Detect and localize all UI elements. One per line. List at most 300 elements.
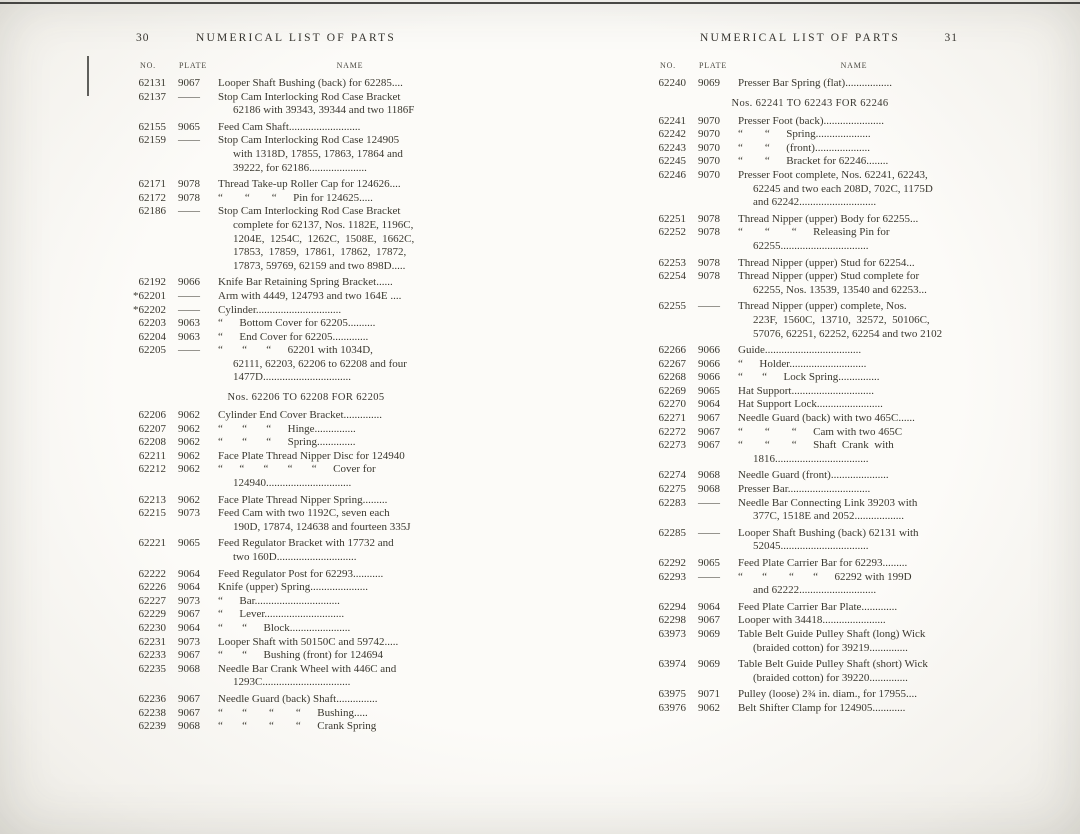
- scan-artifact-top-edge: [0, 2, 1080, 4]
- part-name: [738, 658, 972, 685]
- part-name: [738, 426, 972, 440]
- parts-row: [628, 257, 972, 271]
- plate-number: 9065: [698, 384, 720, 397]
- plate-number: 9069: [698, 627, 720, 640]
- plate-number: 9066: [178, 276, 200, 289]
- part-name: [218, 423, 484, 437]
- part-name: [738, 344, 972, 358]
- part-name-line: “ Bar...............................: [218, 594, 340, 607]
- parts-row: [628, 497, 972, 524]
- part-name: [218, 121, 484, 135]
- parts-row: [108, 77, 484, 91]
- parts-row: [628, 702, 972, 716]
- part-name-line: Feed Regulator Bracket with 17732 and: [218, 537, 394, 550]
- part-name-line: “ Bottom Cover for 62205..........: [218, 317, 376, 330]
- parts-row: [108, 290, 484, 304]
- plate-number: ——: [178, 134, 200, 147]
- plate-number: 9062: [178, 493, 200, 506]
- parts-row: [628, 142, 972, 156]
- part-name-line: 190D, 17874, 124638 and fourteen 335J: [233, 520, 411, 533]
- parts-list: [108, 77, 484, 734]
- plate-number: 9067: [178, 608, 200, 621]
- part-name-line: “ “ Block......................: [218, 621, 351, 634]
- part-name-line: Feed Plate Carrier Bar Plate.............: [738, 600, 898, 613]
- part-number: 62230: [138, 621, 166, 634]
- part-name: [738, 115, 972, 129]
- part-number: 62255: [658, 300, 686, 313]
- part-name: [218, 622, 484, 636]
- parts-row: [628, 344, 972, 358]
- part-name: [218, 317, 484, 331]
- parts-row: [108, 707, 484, 721]
- parts-row: [108, 450, 484, 464]
- parts-row: [108, 436, 484, 450]
- part-number: 62171: [138, 178, 166, 191]
- part-name-line: Thread Nipper (upper) Body for 62255...: [738, 212, 919, 225]
- parts-row: [628, 614, 972, 628]
- plate-number: 9069: [698, 658, 720, 671]
- part-name-line: Presser Bar Spring (flat).................: [738, 77, 892, 89]
- plate-number: ——: [698, 526, 720, 539]
- part-number: 62270: [658, 398, 686, 411]
- column-headers: [628, 61, 972, 73]
- parts-row: [628, 371, 972, 385]
- part-name-line: Looper Shaft Bushing (back) for 62285....: [218, 77, 403, 89]
- part-name: [218, 436, 484, 450]
- part-name: [738, 155, 972, 169]
- part-name: [738, 142, 972, 156]
- column-headers: [108, 61, 484, 73]
- part-name-line: “ “ (front)....................: [738, 141, 870, 154]
- part-name-line: Stop Cam Interlocking Rod Case Bracket: [218, 90, 401, 103]
- part-name-line: Hat Support Lock........................: [738, 398, 883, 411]
- part-number: 62192: [138, 276, 166, 289]
- plate-number: 9070: [698, 168, 720, 181]
- part-name-line: complete for 62137, Nos. 1182E, 1196C,: [233, 218, 414, 231]
- part-name-line: Belt Shifter Clamp for 124905............: [738, 701, 906, 714]
- part-name-line: 1816..................................: [753, 452, 869, 465]
- page-title: NUMERICAL LIST OF PARTS: [196, 32, 396, 44]
- part-name-line: Pulley (loose) 2¾ in. diam., for 17955....: [738, 688, 918, 701]
- part-name-line: 17853, 17859, 17861, 17862, 17872,: [233, 246, 407, 259]
- section-heading: Nos. 62206 TO 62208 FOR 62205: [227, 392, 385, 404]
- part-name: [738, 483, 972, 497]
- parts-row: [108, 344, 484, 385]
- part-name-line: Thread Nipper (upper) Stud complete for: [738, 270, 920, 283]
- part-number: 62240: [658, 77, 686, 89]
- part-name: [218, 134, 484, 175]
- parts-row: [628, 358, 972, 372]
- part-number: 62207: [138, 422, 166, 435]
- parts-row: [628, 213, 972, 227]
- part-name-line: Presser Foot (back)......................: [738, 114, 885, 127]
- plate-number: 9066: [698, 357, 720, 370]
- part-name-line: Needle Guard (back) Shaft...............: [218, 692, 378, 705]
- parts-row: [108, 121, 484, 135]
- parts-row: [628, 226, 972, 253]
- plate-number: 9067: [698, 425, 720, 438]
- page-header: [108, 30, 484, 50]
- plate-number: ——: [178, 205, 200, 218]
- plate-number: 9070: [698, 114, 720, 127]
- part-number: 62245: [658, 155, 686, 168]
- part-name: [738, 371, 972, 385]
- part-name-line: with 1318D, 17855, 17863, 17864 and: [233, 147, 403, 160]
- part-name-line: “ “ Lock Spring...............: [738, 371, 880, 384]
- plate-number: 9067: [698, 412, 720, 425]
- part-name-line: “ “ “ “ 62292 with 199D: [738, 570, 912, 583]
- part-name: [738, 213, 972, 227]
- part-number: 62242: [658, 128, 686, 141]
- part-number: 62213: [138, 493, 166, 506]
- plate-number: ——: [178, 289, 200, 302]
- part-name: [218, 192, 484, 206]
- part-name: [218, 178, 484, 192]
- parts-row: [628, 398, 972, 412]
- parts-row: [628, 426, 972, 440]
- part-name: [218, 581, 484, 595]
- plate-number: 9067: [698, 614, 720, 627]
- parts-row: [628, 469, 972, 483]
- parts-row: [628, 527, 972, 554]
- part-name-line: Needle Guard (front).....................: [738, 469, 889, 482]
- part-name-line: Presser Bar..............................: [738, 483, 871, 496]
- part-number: 62294: [658, 600, 686, 613]
- page-right: [628, 30, 972, 716]
- plate-number: 9067: [698, 439, 720, 452]
- parts-row: [108, 537, 484, 564]
- part-number: 62235: [138, 662, 166, 675]
- plate-number: 9070: [698, 128, 720, 141]
- part-name: [218, 693, 484, 707]
- parts-row: [628, 658, 972, 685]
- plate-number: ——: [698, 496, 720, 509]
- part-name-line: (braided cotton) for 39219..............: [753, 641, 908, 654]
- part-name-line: 124940...............................: [233, 477, 352, 490]
- parts-row: [628, 412, 972, 426]
- part-number: 62269: [658, 384, 686, 397]
- plate-number: 9062: [698, 701, 720, 714]
- part-name: [218, 304, 484, 318]
- plate-number: 9069: [698, 77, 720, 89]
- part-name: [738, 439, 972, 466]
- part-name-line: Thread Take-up Roller Cap for 124626....: [218, 178, 401, 191]
- part-name-line: Cylinder...............................: [218, 303, 342, 316]
- part-number: 62233: [138, 649, 166, 662]
- parts-row: [108, 304, 484, 318]
- column-header-plate: PLATE: [179, 61, 207, 70]
- part-name-line: Needle Bar Connecting Link 39203 with: [738, 496, 918, 509]
- part-number: 62206: [138, 409, 166, 422]
- part-name-line: Feed Plate Carrier Bar for 62293.........: [738, 557, 908, 569]
- part-number: 62227: [138, 594, 166, 607]
- part-number: 62205: [138, 344, 166, 357]
- part-number: 62231: [138, 635, 166, 648]
- plate-number: 9068: [698, 483, 720, 496]
- part-number: 62251: [658, 212, 686, 225]
- plate-number: 9078: [698, 256, 720, 269]
- parts-row: [108, 134, 484, 175]
- part-name: [738, 398, 972, 412]
- part-name-line: Stop Cam Interlocking Rod Case 124905: [218, 134, 400, 147]
- part-number: 62273: [658, 439, 686, 452]
- plate-number: 9068: [178, 662, 200, 675]
- part-number: 62268: [658, 371, 686, 384]
- part-name-line: Guide...................................: [738, 344, 862, 357]
- part-number: 62272: [658, 425, 686, 438]
- part-name-line: Presser Foot complete, Nos. 62241, 62243,: [738, 168, 928, 181]
- parts-row: [108, 409, 484, 423]
- parts-row: [628, 628, 972, 655]
- part-name: [218, 276, 484, 290]
- part-name-line: Face Plate Thread Nipper Disc for 124940: [218, 449, 405, 462]
- plate-number: 9064: [178, 581, 200, 594]
- part-number: 62283: [658, 496, 686, 509]
- parts-row: [628, 115, 972, 129]
- plate-number: 9073: [178, 507, 200, 520]
- part-number: 62239: [138, 720, 166, 733]
- part-name-line: 223F, 1560C, 13710, 32572, 50106C,: [753, 313, 930, 326]
- part-name-line: 17873, 59769, 62159 and two 898D.....: [233, 259, 406, 272]
- part-number: 62208: [138, 436, 166, 449]
- part-name: [218, 568, 484, 582]
- parts-row: [108, 568, 484, 582]
- part-name: [218, 205, 484, 273]
- plate-number: 9064: [698, 398, 720, 411]
- part-name: [738, 688, 972, 702]
- column-header-plate: PLATE: [699, 61, 727, 70]
- part-name: [218, 91, 484, 118]
- part-name: [218, 494, 484, 508]
- part-name: [738, 497, 972, 524]
- scan-artifact-left-edge: [87, 56, 89, 96]
- part-name: [738, 77, 972, 91]
- column-header-name: NAME: [336, 61, 364, 70]
- parts-row: [628, 77, 972, 91]
- part-name-line: “ “ “ Hinge...............: [218, 422, 356, 435]
- part-name-line: 62255................................: [753, 239, 869, 252]
- part-name-line: “ “ “ Releasing Pin for: [738, 226, 890, 239]
- parts-row: [108, 636, 484, 650]
- part-name-line: “ End Cover for 62205.............: [218, 330, 369, 343]
- parts-row: [108, 276, 484, 290]
- part-name-line: “ Holder............................: [738, 357, 867, 370]
- parts-row: [628, 688, 972, 702]
- part-name: [738, 557, 972, 571]
- part-name-line: Table Belt Guide Pulley Shaft (long) Wick: [738, 627, 926, 640]
- plate-number: ——: [178, 303, 200, 316]
- part-number: 62293: [658, 570, 686, 583]
- part-name: [218, 608, 484, 622]
- part-number: 62252: [658, 226, 686, 239]
- parts-row: [108, 192, 484, 206]
- part-number: 62215: [138, 507, 166, 520]
- part-name: [218, 720, 484, 734]
- parts-row: [628, 571, 972, 598]
- plate-number: 9062: [178, 409, 200, 422]
- plate-number: 9064: [178, 621, 200, 634]
- part-name-line: Looper Shaft with 50150C and 59742.....: [218, 635, 399, 648]
- plate-number: 9073: [178, 594, 200, 607]
- parts-row: [628, 439, 972, 466]
- part-number: 62254: [658, 270, 686, 283]
- part-name-line: 1477D................................: [233, 371, 351, 384]
- part-name-line: “ “ “ “ Bushing.....: [218, 706, 368, 719]
- plate-number: 9067: [178, 77, 200, 89]
- part-number: 62236: [138, 692, 166, 705]
- plate-number: 9066: [698, 344, 720, 357]
- page-number: 30: [136, 32, 150, 44]
- page-number: 31: [944, 32, 958, 44]
- part-name: [738, 226, 972, 253]
- part-name-line: 57076, 62251, 62252, 62254 and two 2102: [753, 327, 943, 340]
- parts-row: [108, 608, 484, 622]
- parts-row: [628, 128, 972, 142]
- part-number: 62298: [658, 614, 686, 627]
- part-name: [218, 507, 484, 534]
- part-name-line: Looper with 34418.......................: [738, 614, 886, 627]
- part-name: [738, 385, 972, 399]
- plate-number: 9078: [698, 270, 720, 283]
- part-name: [218, 331, 484, 345]
- part-name-line: Knife Bar Retaining Spring Bracket......: [218, 276, 393, 289]
- part-number: 62221: [138, 537, 166, 550]
- page-header: [628, 30, 972, 50]
- plate-number: 9078: [178, 191, 200, 204]
- plate-number: 9065: [698, 557, 720, 569]
- part-number: 62226: [138, 581, 166, 594]
- parts-row: [628, 155, 972, 169]
- part-number: 62267: [658, 357, 686, 370]
- plate-number: 9063: [178, 317, 200, 330]
- part-number: 62222: [138, 567, 166, 580]
- part-name-line: “ “ Bushing (front) for 124694: [218, 649, 383, 662]
- parts-row: [628, 483, 972, 497]
- section-heading: Nos. 62241 TO 62243 FOR 62246: [731, 97, 889, 109]
- page-title: NUMERICAL LIST OF PARTS: [700, 32, 900, 44]
- plate-number: 9062: [178, 449, 200, 462]
- part-name-line: 52045................................: [753, 540, 869, 553]
- part-name-line: 377C, 1518E and 2052..................: [753, 510, 904, 523]
- plate-number: 9062: [178, 422, 200, 435]
- plate-number: 9068: [178, 720, 200, 733]
- parts-row: [108, 317, 484, 331]
- part-name: [218, 409, 484, 423]
- part-name-line: Cylinder End Cover Bracket..............: [218, 409, 383, 422]
- part-number: 62253: [658, 256, 686, 269]
- parts-list: [628, 77, 972, 716]
- column-header-no: NO.: [140, 61, 156, 70]
- part-name-line: Hat Support..............................: [738, 384, 874, 397]
- page-left: [108, 30, 484, 734]
- part-number: 62271: [658, 412, 686, 425]
- plate-number: 9078: [698, 226, 720, 239]
- part-name: [738, 270, 972, 297]
- part-number: 62243: [658, 141, 686, 154]
- plate-number: ——: [178, 344, 200, 357]
- part-name-line: 62186 with 39343, 39344 and two 1186F: [233, 104, 415, 117]
- part-name-line: and 62222............................: [753, 584, 877, 597]
- part-number: 62186: [138, 205, 166, 218]
- part-name-line: “ “ “ Cam with two 465C: [738, 425, 903, 438]
- part-number: 62246: [658, 168, 686, 181]
- part-number: 62212: [138, 463, 166, 476]
- part-name-line: 1204E, 1254C, 1262C, 1508E, 1662C,: [233, 232, 415, 245]
- part-name: [738, 128, 972, 142]
- part-name-line: Feed Regulator Post for 62293...........: [218, 567, 384, 580]
- plate-number: 9066: [698, 371, 720, 384]
- part-name: [738, 527, 972, 554]
- part-name: [218, 77, 484, 91]
- part-name: [738, 601, 972, 615]
- parts-row: [108, 663, 484, 690]
- part-name: [218, 537, 484, 564]
- part-name-line: “ “ “ Spring..............: [218, 436, 356, 449]
- part-name: [218, 663, 484, 690]
- part-number: 62155: [138, 120, 166, 133]
- part-name-line: “ “ “ “ Crank Spring: [218, 720, 377, 733]
- column-header-no: NO.: [660, 61, 676, 70]
- plate-number: 9064: [178, 567, 200, 580]
- part-number: 62203: [138, 317, 166, 330]
- part-name-line: Needle Guard (back) with two 465C......: [738, 412, 915, 425]
- parts-row: [628, 169, 972, 210]
- part-name-line: “ “ “ Shaft Crank with: [738, 439, 894, 452]
- part-name-line: 1293C................................: [233, 676, 351, 689]
- part-name: [738, 358, 972, 372]
- part-number: 62211: [138, 449, 166, 462]
- part-name: [218, 450, 484, 464]
- parts-row: [628, 270, 972, 297]
- plate-number: 9063: [178, 330, 200, 343]
- parts-row: [628, 385, 972, 399]
- part-name-line: two 160D.............................: [233, 551, 357, 563]
- part-name-line: Feed Cam Shaft..........................: [218, 120, 361, 133]
- plate-number: 9070: [698, 141, 720, 154]
- part-name-line: Feed Cam with two 1192C, seven each: [218, 507, 390, 520]
- part-name: [738, 412, 972, 426]
- part-name-line: Table Belt Guide Pulley Shaft (short) Wick: [738, 658, 928, 671]
- part-name-line: “ “ “ 62201 with 1034D,: [218, 344, 373, 357]
- part-name: [218, 595, 484, 609]
- part-name: [738, 469, 972, 483]
- part-number: 63976: [658, 701, 686, 714]
- column-header-name: NAME: [840, 61, 868, 70]
- part-name-line: 62111, 62203, 62206 to 62208 and four: [233, 357, 407, 370]
- part-name-line: Arm with 4449, 124793 and two 164E ....: [218, 289, 402, 302]
- parts-row: [628, 557, 972, 571]
- part-name: [738, 300, 972, 341]
- part-name-line: (braided cotton) for 39220..............: [753, 671, 908, 684]
- parts-row: [108, 581, 484, 595]
- parts-row: [108, 720, 484, 734]
- plate-number: 9065: [178, 120, 200, 133]
- plate-number: 9067: [178, 706, 200, 719]
- part-name-line: Thread Nipper (upper) complete, Nos.: [738, 300, 907, 313]
- parts-row: [108, 423, 484, 437]
- part-number: 62238: [138, 706, 166, 719]
- part-name-line: 39222, for 62186.....................: [233, 161, 367, 174]
- part-number: 62241: [658, 114, 686, 127]
- part-name: [738, 257, 972, 271]
- parts-row: [108, 331, 484, 345]
- part-name-line: Needle Bar Crank Wheel with 446C and: [218, 662, 397, 675]
- part-number: 62131: [138, 77, 166, 89]
- plate-number: 9062: [178, 463, 200, 476]
- parts-row: [108, 494, 484, 508]
- plate-number: 9064: [698, 600, 720, 613]
- part-number: 62204: [138, 330, 166, 343]
